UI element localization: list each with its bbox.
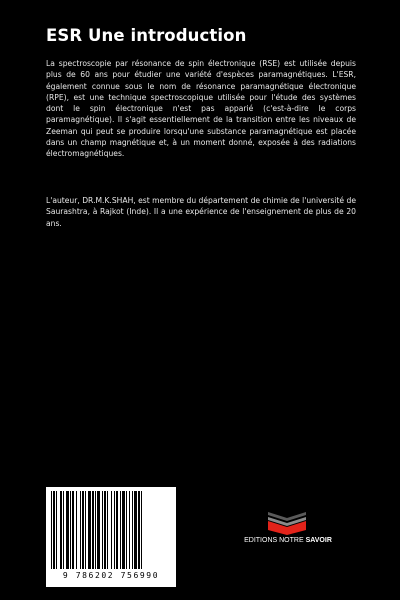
barcode-bar: [114, 491, 115, 569]
book-title: ESR Une introduction: [46, 26, 247, 45]
barcode-bar: [122, 491, 125, 569]
barcode-bar: [132, 491, 133, 569]
barcode-bar: [126, 491, 127, 569]
barcode-bar: [102, 491, 103, 569]
barcode-bar: [82, 491, 84, 569]
barcode-bar: [141, 491, 142, 569]
barcode-bar: [104, 491, 106, 569]
barcode-bar: [129, 491, 130, 569]
barcode-bar: [107, 491, 108, 569]
barcode-bar: [60, 491, 62, 569]
publisher-name-part1: EDITIONS NOTRE: [244, 537, 306, 544]
barcode-bar: [134, 491, 137, 569]
barcode-bar: [97, 491, 100, 569]
publisher-logo-icon: [262, 508, 312, 536]
barcode-bar: [111, 491, 112, 569]
isbn-number: 9 786202 756990: [62, 571, 160, 580]
book-description: La spectroscopie par résonance de spin électronique (RSE) est utilisée depuis plus de 60 ans pour étudier une variété d'espèces paramagnétiques. L'ESR, également connue sous le nom de résonance paramagnétique électronique (RPE), est une technique spectroscopique utilisée pour l'étude des systèmes dont le spin électronique n'est pas apparié (c'est-à-dire le corps paramagnétique). Il s'agit essentiellement de la transition entre les niveaux de Zeeman qui peut se produire lorsqu'une substance paramagnétique est placée dans un champ magnétique et, à un moment donné, exposée à des radiations électromagnétiques.: [46, 59, 356, 159]
barcode-bar: [88, 491, 91, 569]
barcode-bar: [95, 491, 96, 569]
publisher-name-part2: SAVOIR: [305, 537, 332, 544]
barcode-bar: [76, 491, 77, 569]
publisher-block: [232, 508, 344, 568]
barcode-bar: [53, 491, 55, 569]
barcode-bar: [70, 491, 71, 569]
barcode-bar: [85, 491, 86, 569]
barcode-bar: [51, 491, 52, 569]
barcode-bar: [66, 491, 69, 569]
barcode-bar: [63, 491, 64, 569]
barcode-bar: [120, 491, 121, 569]
publisher-name: [232, 537, 344, 544]
barcode-bar: [72, 491, 74, 569]
barcode-bar: [92, 491, 94, 569]
barcode-bar: [80, 491, 81, 569]
author-bio: L'auteur, DR.M.K.SHAH, est membre du département de chimie de l'université de Saurashtra, à Rajkot (Inde). Il a une expérience de l'enseignement de plus de 20 ans.: [46, 196, 356, 228]
barcode-bars: [50, 491, 172, 569]
barcode-bar: [116, 491, 118, 569]
isbn-barcode: [46, 487, 176, 587]
barcode-bar: [138, 491, 140, 569]
barcode-bar: [56, 491, 57, 569]
